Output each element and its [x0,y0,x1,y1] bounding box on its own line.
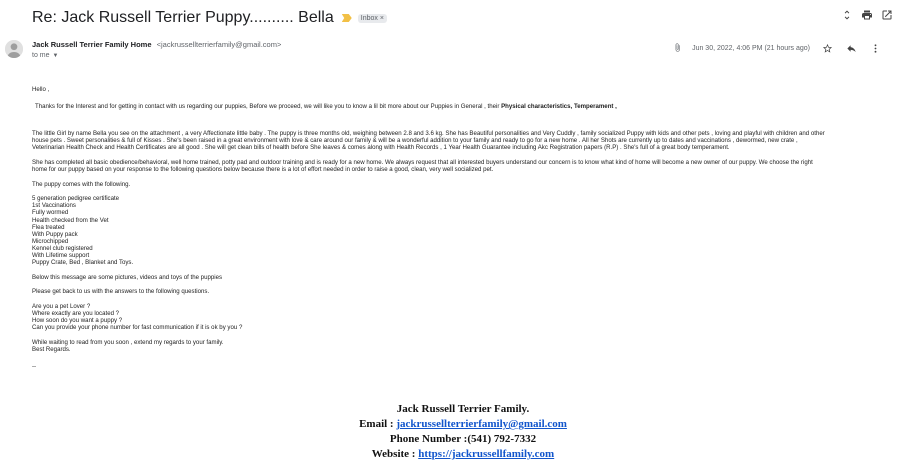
question-item: How soon do you want a puppy ? [32,317,123,325]
recipients-text: to me [32,52,50,59]
paragraph-1-line-1: The little Girl by name Bella you see on the attachment , a very Affectionate little baby . The puppy is three months old, weighing between 2.8 and 3.6 kg. She has Beautiful personalities and Very Cuddly , family socialized Puppy with kids and other pets , loving and playful with children and other [32,130,825,138]
inbox-label-text: Inbox [360,14,378,22]
email-subject: Re: Jack Russell Terrier Puppy.......... Bella [32,9,334,26]
star-icon[interactable] [820,41,834,55]
paragraph-1-line-2: house pets . Sweet personalities & full of Kisses . She's been raised in a great environment with love & care around our family & will be a wonderful addition to your family and ready to go for a new home . All her Shots are currently up to dates and vaccinations , dewormed, new crate , [32,137,798,145]
subject-row [32,8,387,28]
question-item: Are you a pet Lover ? [32,302,91,310]
list-item: With Lifetime support [32,252,90,259]
message-meta [673,39,882,57]
signature-email-line [0,417,900,432]
question-item: Can you provide your phone number for fast communication if it is ok by you ? [32,324,243,332]
remove-label-icon[interactable]: × [379,14,384,22]
message-date: Jun 30, 2022, 4:06 PM (21 hours ago) [692,44,810,52]
intro-text: Thanks for the Interest and for getting in contact with us regarding our puppies, Before we proceed, we will like you to know a lil bit more about our Puppies in General , their [35,103,500,111]
intro-paragraph [32,103,900,110]
signature-title: Jack Russell Terrier Family. [396,403,530,415]
reply-icon[interactable] [844,41,858,55]
please-text: Please get back to us with the answers to the following questions. [32,288,210,296]
intro-bold-text: Physical characteristics, Temperament , [501,103,617,111]
attachment-icon [673,39,682,57]
signature-block [0,402,900,462]
sender-email: <jackrussellterrierfamily@gmail.com> [156,40,282,49]
list-item: With Puppy pack [32,230,78,238]
important-marker-icon[interactable] [342,14,352,22]
more-vert-icon[interactable] [868,41,882,55]
top-actions [840,8,894,22]
below-text: Below this message are some pictures, videos and toys of the puppies [32,273,223,281]
list-item: Flea treated [32,223,65,231]
inbox-label-chip[interactable] [358,14,387,23]
list-item: 5 generation pedigree certificate [32,195,120,203]
sender-row [32,40,281,49]
open-in-new-icon[interactable] [880,8,894,22]
signature-phone: Phone Number :(541) 792-7332 [389,433,537,445]
greeting: Hello , [32,86,50,93]
signature-separator: -- [32,362,37,370]
list-item: Kennel club registered [32,244,93,252]
closing-line-1: While waiting to read from you soon , extend my regards to your family. [32,338,224,346]
list-item: Microchipped [32,237,69,245]
paragraph-2-line-1: She has completed all basic obedience/behavioral, well home trained, potty pad and outdoor training and is ready for a new home. We always request that all interested buyers understand our concern is to know what kind of home will become a new owner of our puppy. We choose the right [32,158,813,166]
print-icon[interactable] [860,8,874,22]
unfold-icon[interactable] [840,8,854,22]
paragraph-2-line-2: home for our puppy based on your response to the following questions below because there is a lot of effort needed in order to raise a good, clean, very well socialized pet. [32,166,494,174]
signature-email-label: Email : [359,418,394,430]
sender-name[interactable]: Jack Russell Terrier Family Home [32,40,152,49]
message-body [32,86,900,370]
list-item: Health checked from the Vet [32,216,109,224]
closing-line-2: Best Regards. [32,345,71,353]
signature-website-label: Website : [371,448,416,460]
chevron-down-icon[interactable]: ▼ [52,52,59,59]
recipients-row[interactable] [32,52,58,59]
signature-website-line [0,447,900,462]
paragraph-1-line-3: Veterinarian Health Check and Health Certificates are all good . She will get clean bills of health before She leaves & comes along with Health Records , 1 Year Health Guarantee including Akc Registration papers (R.P) . She's full of a great body temperament. [32,144,730,152]
avatar[interactable] [5,40,23,58]
list-item: Fully wormed [32,209,69,217]
signature-email-link[interactable]: jackrussellterrierfamily@gmail.com [396,418,567,430]
question-item: Where exactly are you located ? [32,309,120,317]
list-item: Puppy Crate, Bed , Blanket and Toys. [32,259,134,267]
signature-website-link[interactable]: https://jackrussellfamily.com [418,448,555,460]
comes-with-text: The puppy comes with the following. [32,180,131,188]
list-item: 1st Vaccinations [32,202,76,210]
